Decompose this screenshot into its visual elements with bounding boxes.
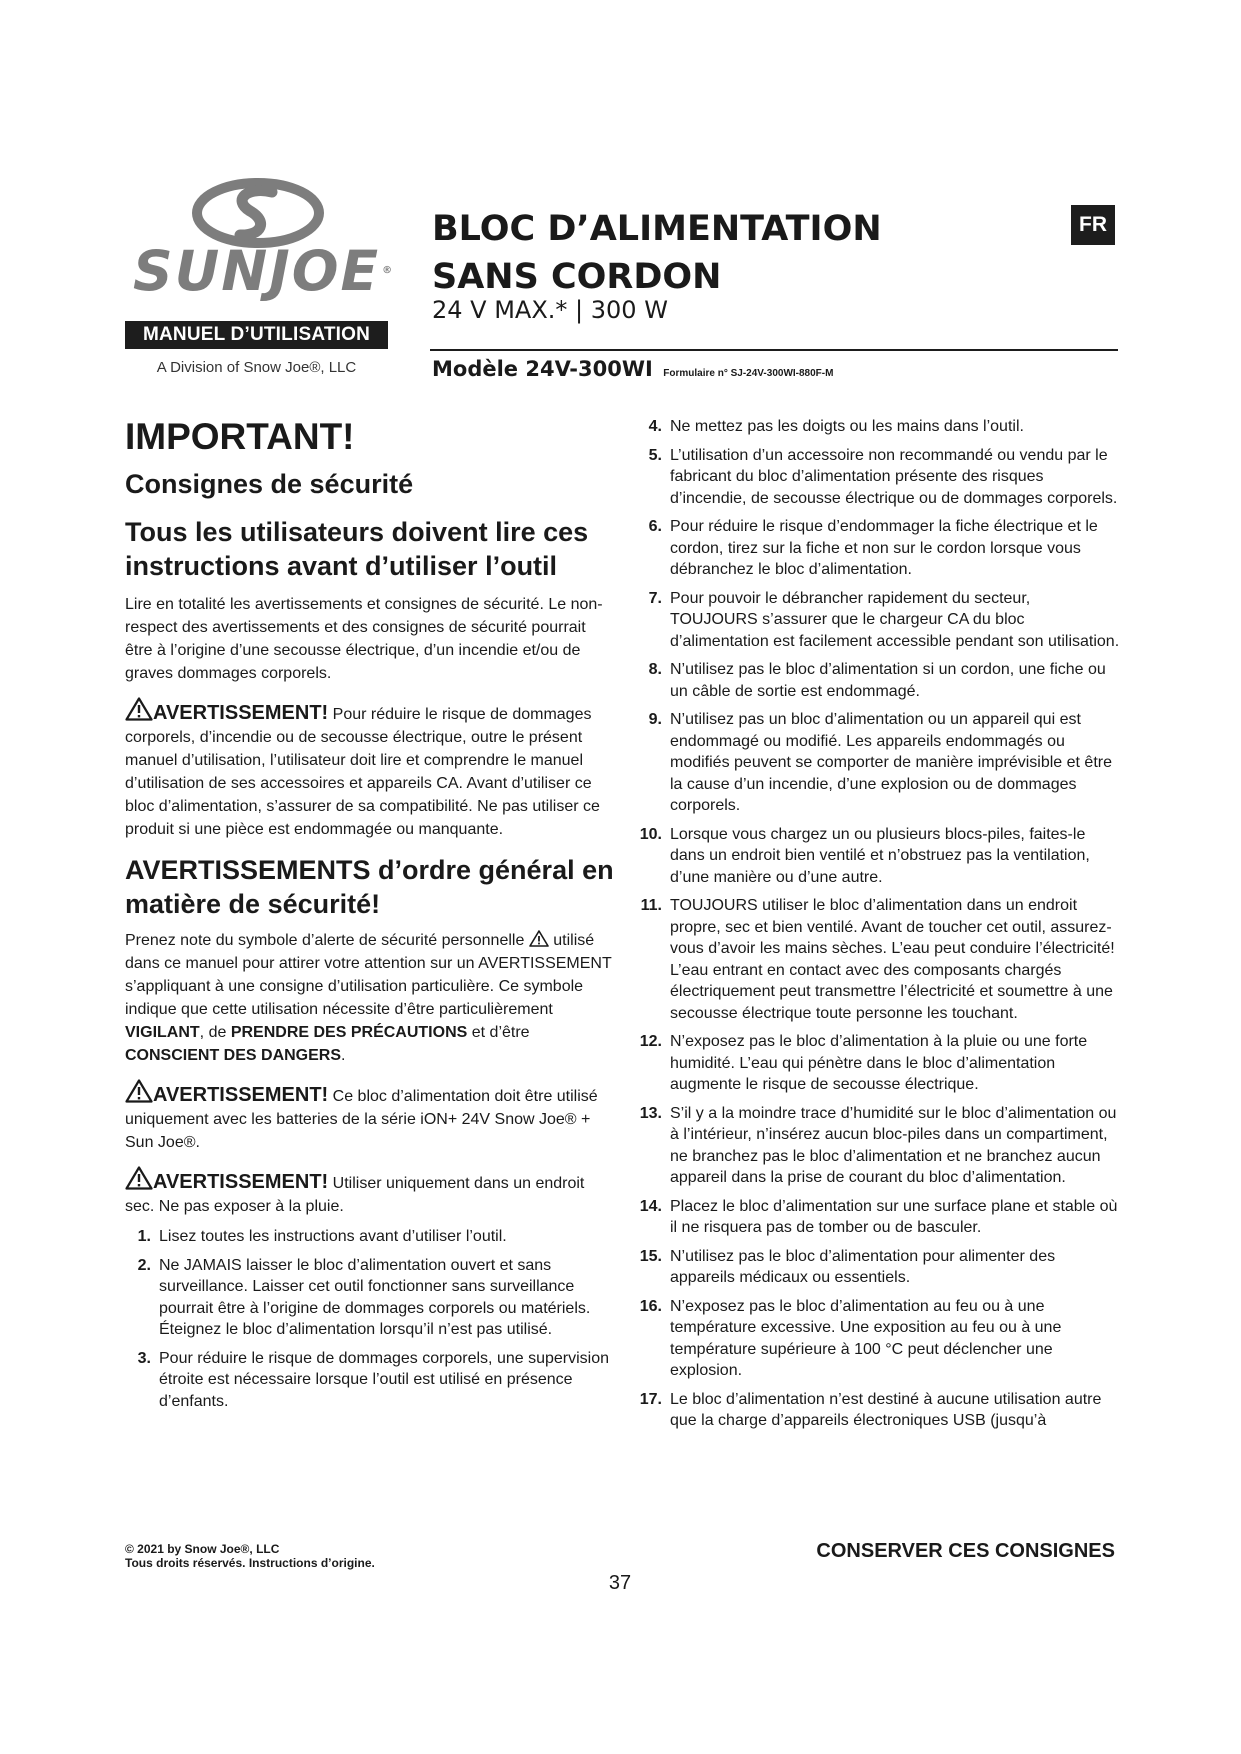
warning-label: AVERTISSEMENT! (153, 702, 329, 724)
list-item (636, 1389, 1122, 1432)
list-item-text: Pour réduire le risque de dommages corporels, une supervision étroite est nécessaire lorsque l’outil est utilisé en présence d’enfants. (159, 1349, 610, 1410)
list-item-number: 13. (639, 1104, 662, 1122)
list-item (636, 709, 1122, 817)
safety-alert-icon (529, 930, 549, 947)
language-badge: FR (1071, 205, 1115, 245)
list-item-number: 4. (648, 418, 662, 435)
list-item (125, 1226, 615, 1248)
model-number: Modèle 24V-300WI (432, 357, 653, 381)
list-item (125, 1255, 615, 1341)
list-item (636, 416, 1122, 438)
list-item (636, 516, 1122, 581)
list-item-number: 11. (640, 897, 662, 914)
alert-text-a: Prenez note du symbole d’alerte de sécurité personnelle (125, 932, 525, 949)
document-title: BLOC D’ALIMENTATION SANS CORDON (432, 209, 882, 297)
list-item-text: N’exposez pas le bloc d’alimentation à la pluie ou une forte humidité. L’eau qui pénètre dans le bloc d’alimentation augmente le risque de secousse électrique. (670, 1033, 1088, 1093)
list-item-text: Pour réduire le risque d’endommager la fiche électrique et le cordon, tirez sur la fiche et non sur le cordon lorsque vous débranchez le bloc d’alimentation. (670, 518, 1098, 578)
list-item (636, 588, 1122, 653)
warning-text-3: Utiliser uniquement dans un endroit sec. Ne pas exposer à la pluie. (125, 1175, 585, 1215)
list-item-text: Lorsque vous chargez un ou plusieurs blocs-piles, faites-le dans un endroit bien ventilé et n’obstruez pas la ventilation, d’une manière ou d’une autre. (670, 825, 1090, 886)
list-item-number: 2. (137, 1256, 151, 1274)
list-item-number: 1. (137, 1228, 151, 1245)
list-item-text: TOUJOURS utiliser le bloc d’alimentation dans un endroit propre, sec et bien ventilé. Avant de toucher cet outil, assurez-vous d’avoir les mains sèches. L’eau peut conduire l’électricité! L’eau entrant en contact avec des composants chargés électriquement peut transmettre l’électricité et soumettre à une secousse électrique toute personne les touchant. (670, 897, 1115, 1022)
warning-text-2: Ce bloc d’alimentation doit être utilisé uniquement avec les batteries de la série iON+ 24V Snow Joe® + Sun Joe®. (125, 1088, 598, 1151)
list-item-text: Lisez toutes les instructions avant d’utiliser l’outil. (159, 1228, 507, 1245)
list-item (636, 1296, 1122, 1382)
alert-text-e: . (341, 1047, 346, 1064)
list-item-text: Pour pouvoir le débrancher rapidement du secteur, TOUJOURS s’assurer que le chargeur CA du bloc d’alimentation est facilement accessible pendant son utilisation. (670, 589, 1120, 650)
warning-triangle-icon (125, 697, 153, 721)
list-item-number: 8. (648, 661, 662, 678)
header-divider (430, 349, 1118, 351)
warning-label: AVERTISSEMENT! (153, 1171, 329, 1193)
list-item-text: N’utilisez pas un bloc d’alimentation ou un appareil qui est endommagé ou modifié. Les appareils endommagés ou modifiés peuvent se comporter de manière imprévisible et être la cause d’un incendie, d’une explosion ou de dommages corporels. (670, 711, 1112, 814)
list-item-number: 12. (639, 1033, 662, 1050)
intro-paragraph: Lire en totalité les avertissements et consignes de sécurité. Le non-respect des avertissements et des consignes de sécurité pourrait être à l’origine d’une secousse électrique, d’un incendie et/ou de graves dommages corporels. (125, 596, 603, 682)
copyright-line-1: © 2021 by Snow Joe®, LLC (125, 1542, 280, 1556)
list-item-text: N’utilisez pas le bloc d’alimentation si un cordon, une fiche ou un câble de sortie est endommagé. (670, 661, 1106, 700)
list-item-number: 5. (648, 446, 662, 464)
warning-paragraph-1 (125, 697, 615, 841)
sunjoe-logo-mark (192, 178, 324, 248)
document-subtitle: 24 V MAX.* | 300 W (432, 296, 668, 324)
list-item-number: 6. (648, 518, 662, 535)
general-warnings-heading: AVERTISSEMENTS d’ordre général en matière de sécurité! (125, 855, 614, 919)
list-item (636, 895, 1122, 1024)
warning-label: AVERTISSEMENT! (153, 1084, 329, 1106)
list-item-number: 10. (639, 825, 662, 843)
list-item-number: 15. (639, 1247, 662, 1265)
copyright-line-2: Tous droits réservés. Instructions d’origine. (125, 1556, 375, 1570)
alert-text-d: et d’être (471, 1024, 530, 1041)
list-item (125, 1348, 615, 1413)
list-item-number: 7. (648, 589, 662, 607)
list-item-number: 3. (137, 1349, 151, 1367)
list-item (636, 445, 1122, 510)
alert-text-b: utilisé dans ce manuel pour attirer votre attention sur un AVERTISSEMENT s’appliquant à une consigne d’utilisation particulière. Ce symbole indique que cette utilisation nécessite d’être particulièrement (125, 932, 612, 1018)
list-item-text: Ne JAMAIS laisser le bloc d’alimentation ouvert et sans surveillance. Laisser cet outil fonctionner sans surveillance pourrait être à l’origine de dommages corporels ou matériels. Éteignez le bloc d’alimentation lorsqu’il n’est pas utilisé. (159, 1256, 591, 1338)
list-item-text: N’exposez pas le bloc d’alimentation au feu ou à une température excessive. Une exposition au feu ou à une température supérieure à 100 °C peut déclencher une explosion. (670, 1297, 1062, 1379)
list-item-number: 16. (639, 1297, 662, 1315)
alert-vigilant: VIGILANT (125, 1024, 200, 1041)
right-column (636, 416, 1122, 1439)
warning-paragraph-3 (125, 1166, 615, 1218)
brand-logo (133, 239, 395, 303)
list-item-number: 9. (648, 711, 662, 728)
list-item-text: Le bloc d’alimentation n’est destiné à aucune utilisation autre que la charge d’appareils électroniques USB (jusqu’à (670, 1390, 1102, 1429)
alert-text-c: , de (199, 1024, 227, 1041)
list-item (636, 659, 1122, 702)
copyright-notice (125, 1542, 375, 1570)
warning-triangle-icon (125, 1079, 153, 1103)
list-item-text: S’il y a la moindre trace d’humidité sur le bloc d’alimentation ou à l’intérieur, n’insérez aucun bloc-piles dans un compartiment, ne branchez pas le bloc d’alimentation et ne branchez aucun appareil dans la prise de courant du bloc d’alimentation. (670, 1104, 1117, 1186)
warning-triangle-icon (125, 1166, 153, 1190)
keep-instructions-notice: CONSERVER CES CONSIGNES (816, 1540, 1115, 1562)
manual-label: MANUEL D’UTILISATION (125, 321, 388, 349)
list-item-text: Ne mettez pas les doigts ou les mains dans l’outil. (670, 418, 1024, 435)
left-column (125, 415, 615, 1419)
alert-conscient: CONSCIENT DES DANGERS (125, 1047, 342, 1064)
list-item (636, 1246, 1122, 1289)
safety-list-right (636, 416, 1122, 1432)
list-item (636, 824, 1122, 889)
list-item-text: Placez le bloc d’alimentation sur une surface plane et stable où il ne risquera pas de tomber ou de basculer. (670, 1197, 1118, 1236)
page-number: 37 (608, 1572, 632, 1594)
list-item-text: N’utilisez pas le bloc d’alimentation pour alimenter des appareils médicaux ou essentiels. (670, 1247, 1056, 1286)
warning-paragraph-2 (125, 1079, 615, 1154)
list-item-text: L’utilisation d’un accessoire non recommandé ou vendu par le fabricant du bloc d’alimentation présente des risques d’incendie, de secousse électrique ou de dommages corporels. (670, 446, 1118, 507)
list-item (636, 1103, 1122, 1189)
read-instructions-heading: Tous les utilisateurs doivent lire ces instructions avant d’utiliser l’outil (125, 517, 589, 581)
list-item-number: 14. (639, 1197, 662, 1215)
safety-subheading: Consignes de sécurité (125, 469, 414, 499)
list-item-number: 17. (639, 1390, 662, 1408)
safety-list-left (125, 1226, 615, 1412)
brand-registered-mark: ® (382, 265, 395, 276)
list-item (636, 1196, 1122, 1239)
warning-text-1: Pour réduire le risque de dommages corporels, d’incendie ou de secousse électrique, outre le présent manuel d’utilisation, l’utilisateur doit lire et comprendre le manuel d’utilisation de ses accessoires et appareils CA. Avant d’utiliser ce bloc d’alimentation, s’assurer de sa compatibilité. Ne pas utiliser ce produit si une pièce est endommagée ou manquante. (125, 706, 600, 838)
form-number: Formulaire n° SJ-24V-300WI-880F-M (663, 368, 834, 379)
brand-name: SUNJOE (133, 239, 381, 303)
important-heading: IMPORTANT! (125, 416, 355, 457)
division-text: A Division of Snow Joe®, LLC (156, 359, 357, 376)
alert-prendre: PRENDRE DES PRÉCAUTIONS (230, 1024, 468, 1041)
list-item (636, 1031, 1122, 1096)
safety-alert-paragraph (125, 929, 615, 1067)
model-line (432, 357, 833, 381)
